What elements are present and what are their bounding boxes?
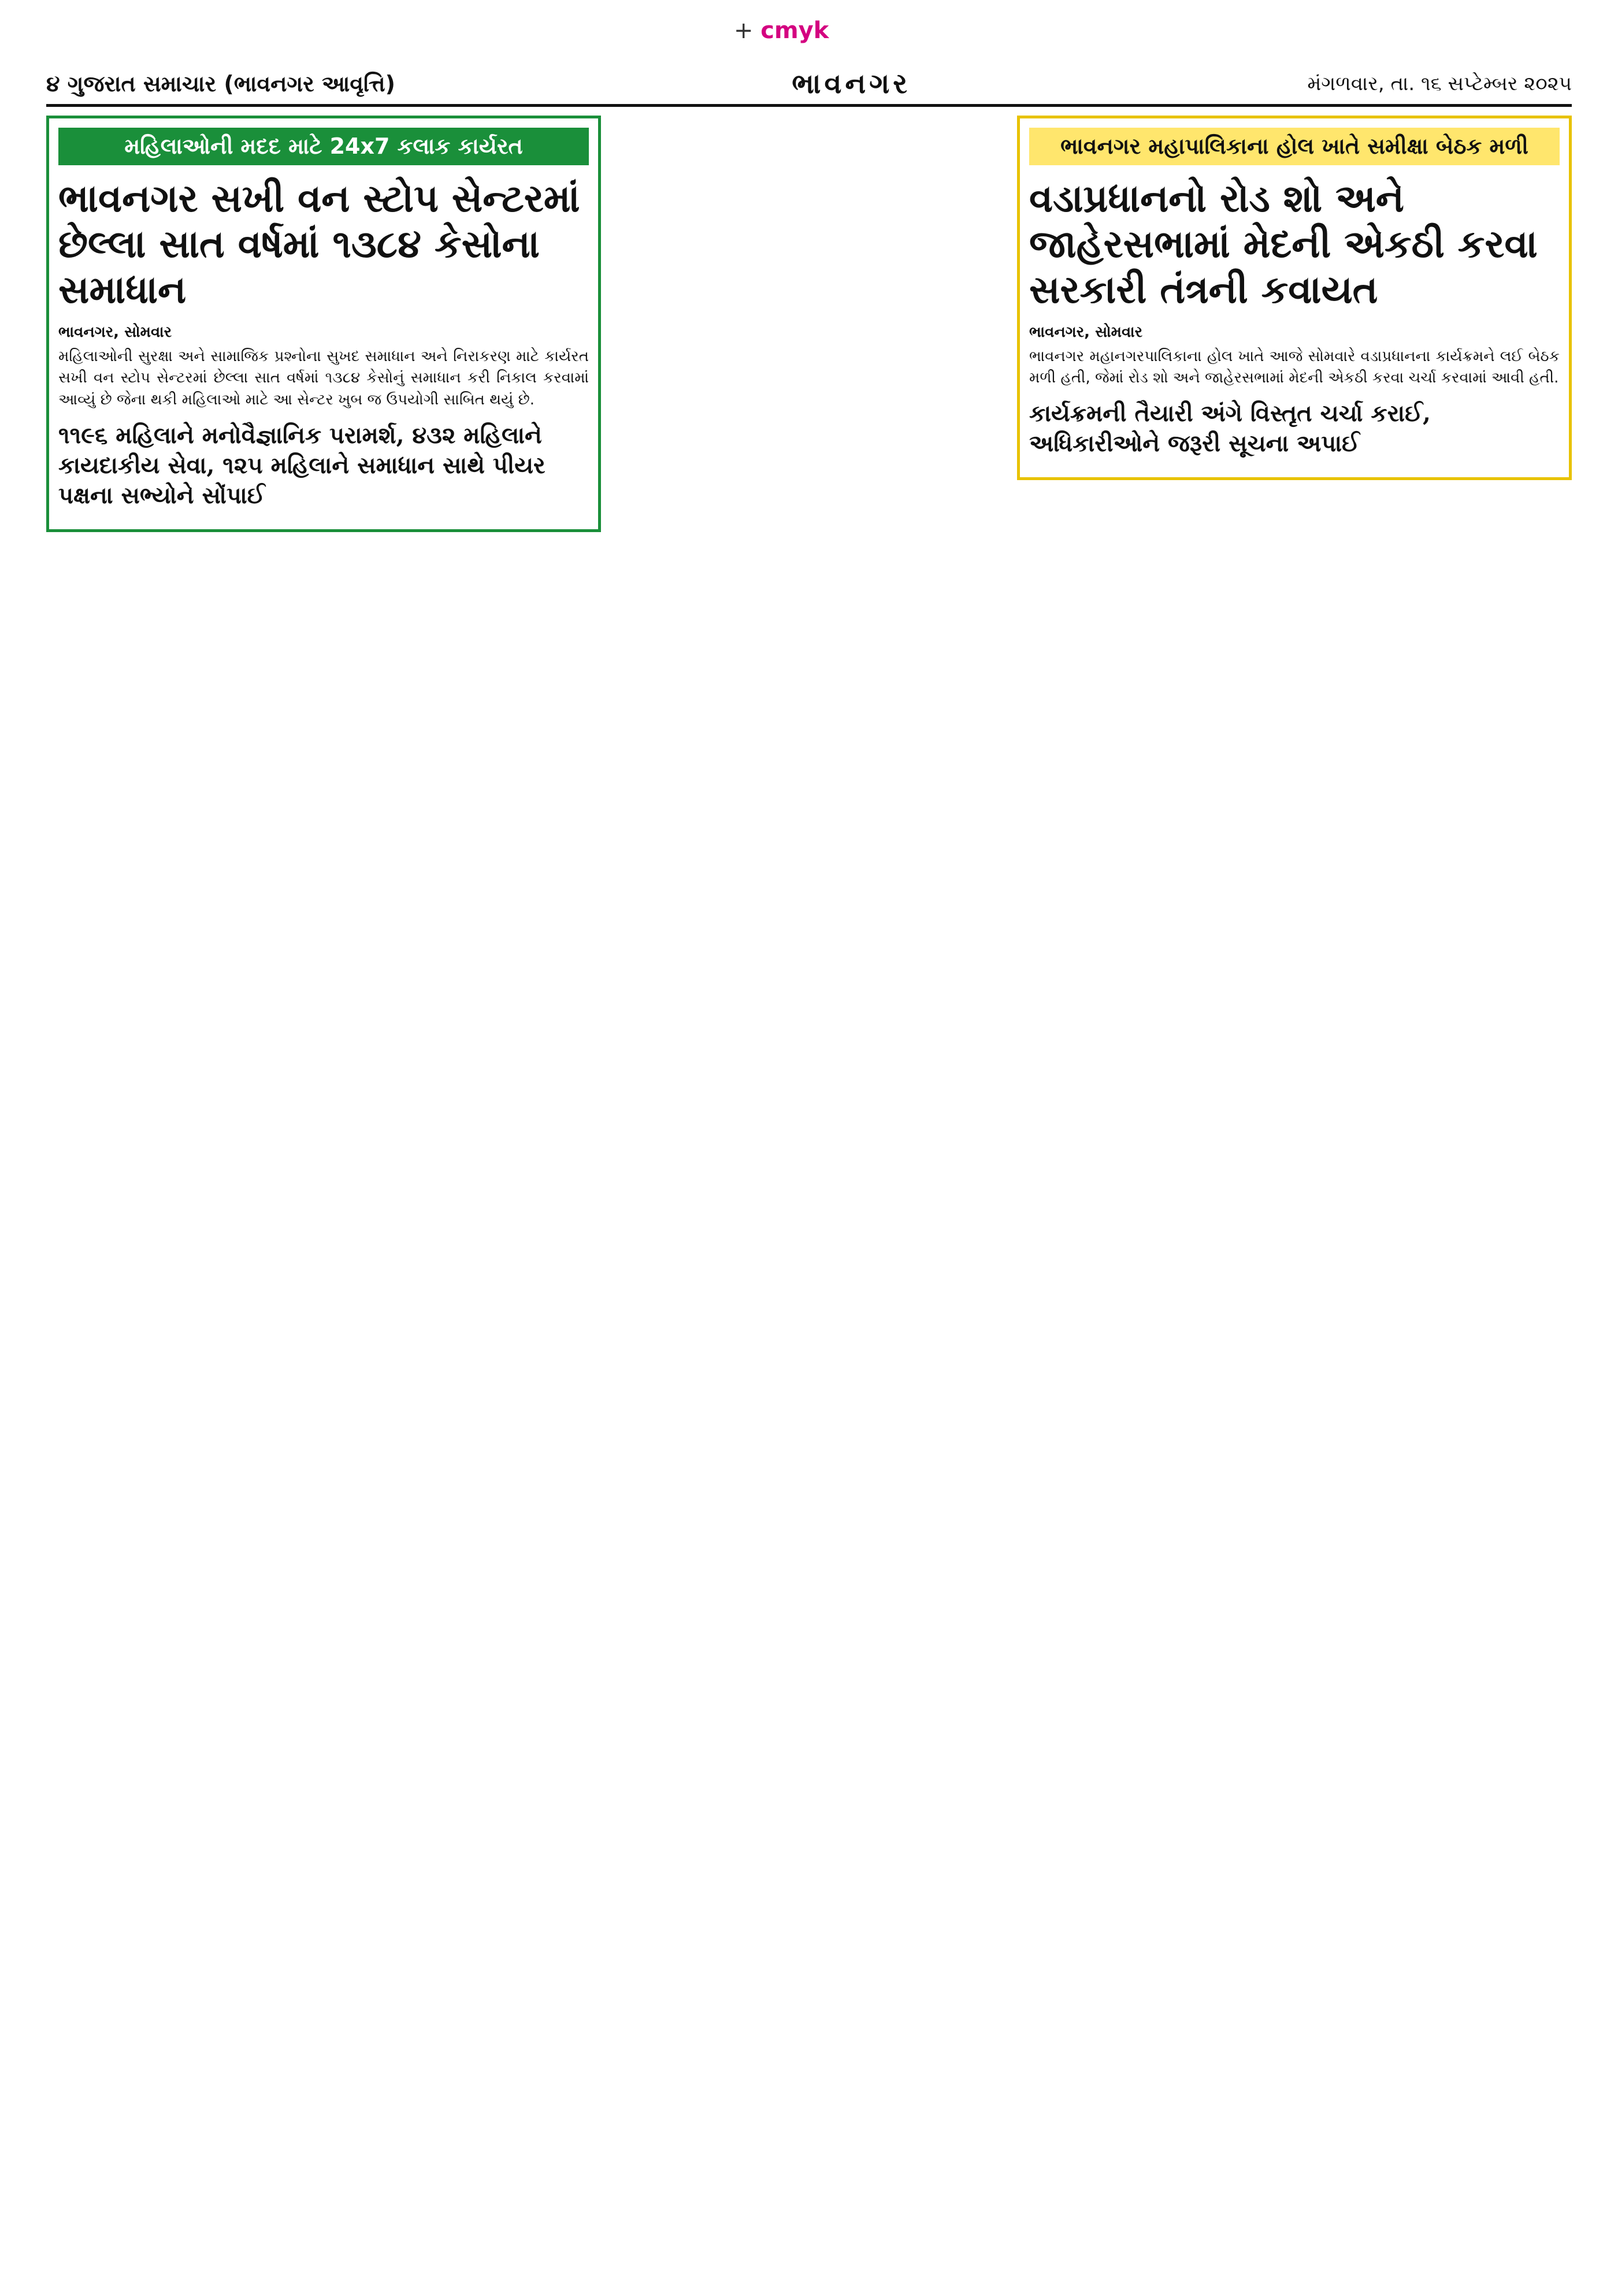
article-kicker: મહિલાઓની મદદ માટે 24x7 કલાક કાર્યરત <box>58 128 589 165</box>
article-kicker: ભાવનગર મહાપાલિકાના હોલ ખાતે સમીક્ષા બેઠક મળી <box>1029 128 1560 165</box>
newspaper-name: ગુજરાત સમાચાર <box>67 70 217 96</box>
masthead <box>46 64 1572 107</box>
article-dateline: ભાવનગર, સોમવાર <box>1029 323 1143 341</box>
article-pm-roadshow <box>1017 116 1572 480</box>
article-headline: ભાવનગર સખી વન સ્ટોપ સેન્ટરમાં છેલ્લા સાત વર્ષમાં ૧૩૮૪ કેસોના સમાધાન <box>58 176 580 313</box>
article-headline: વડાપ્રધાનનો રોડ શો અને જાહેરસભામાં મેદની એકઠી કરવા સરકારી તંત્રની કવાયત <box>1029 176 1538 313</box>
article-body: મહિલાઓની સુરક્ષા અને સામાજિક પ્રશ્નોના સુખદ સમાધાન અને નિરાકરણ માટે કાર્યરત સખી વન સ્ટોપ સેન્ટરમાં છેલ્લા સાત વર્ષમાં ૧૩૮૪ કેસોનું સમાધાન કરી નિકાલ કરવામાં આવ્યું છે જેના થકી મહિલાઓ માટે આ સેન્ટર ખુબ જ ઉપયોગી સાબિત થયું છે. <box>58 347 589 408</box>
registration-mark: + cmyk <box>734 17 829 44</box>
page-number: ૪ <box>46 70 60 96</box>
article-subhead: ૧૧૯૬ મહિલાને મનોવૈજ્ઞાનિક પરામર્શ, ૪૩૨ મહિલાને કાયદાકીય સેવા, ૧૨૫ મહિલાને સમાધાન સાથે પીયર પક્ષના સભ્યોને સોંપાઈ <box>58 421 545 509</box>
section-title: ભાવનગર <box>792 67 911 100</box>
edition-label: (ભાવનગર આવૃત્તિ) <box>224 70 396 96</box>
article-body: ભાવનગર મહાનગરપાલિકાના હોલ ખાતે આજે સોમવારે વડાપ્રધાનના કાર્યક્રમને લઈ બેઠક મળી હતી, જેમાં રોડ શો અને જાહેરસભામાં મેદની એકઠી કરવા ચર્ચા કરવામાં આવી હતી. <box>1029 347 1560 387</box>
article-dateline: ભાવનગર, સોમવાર <box>58 323 172 341</box>
article-sakhi-center <box>46 116 601 532</box>
masthead-left <box>46 71 395 97</box>
article-subhead: કાર્યક્રમની તૈયારી અંગે વિસ્તૃત ચર્ચા કરાઈ, અધિકારીઓને જરૂરી સૂચના અપાઈ <box>1029 399 1431 457</box>
issue-date: મંગળવાર, તા. ૧૬ સપ્ટેમ્બર ૨૦૨૫ <box>1307 72 1572 95</box>
